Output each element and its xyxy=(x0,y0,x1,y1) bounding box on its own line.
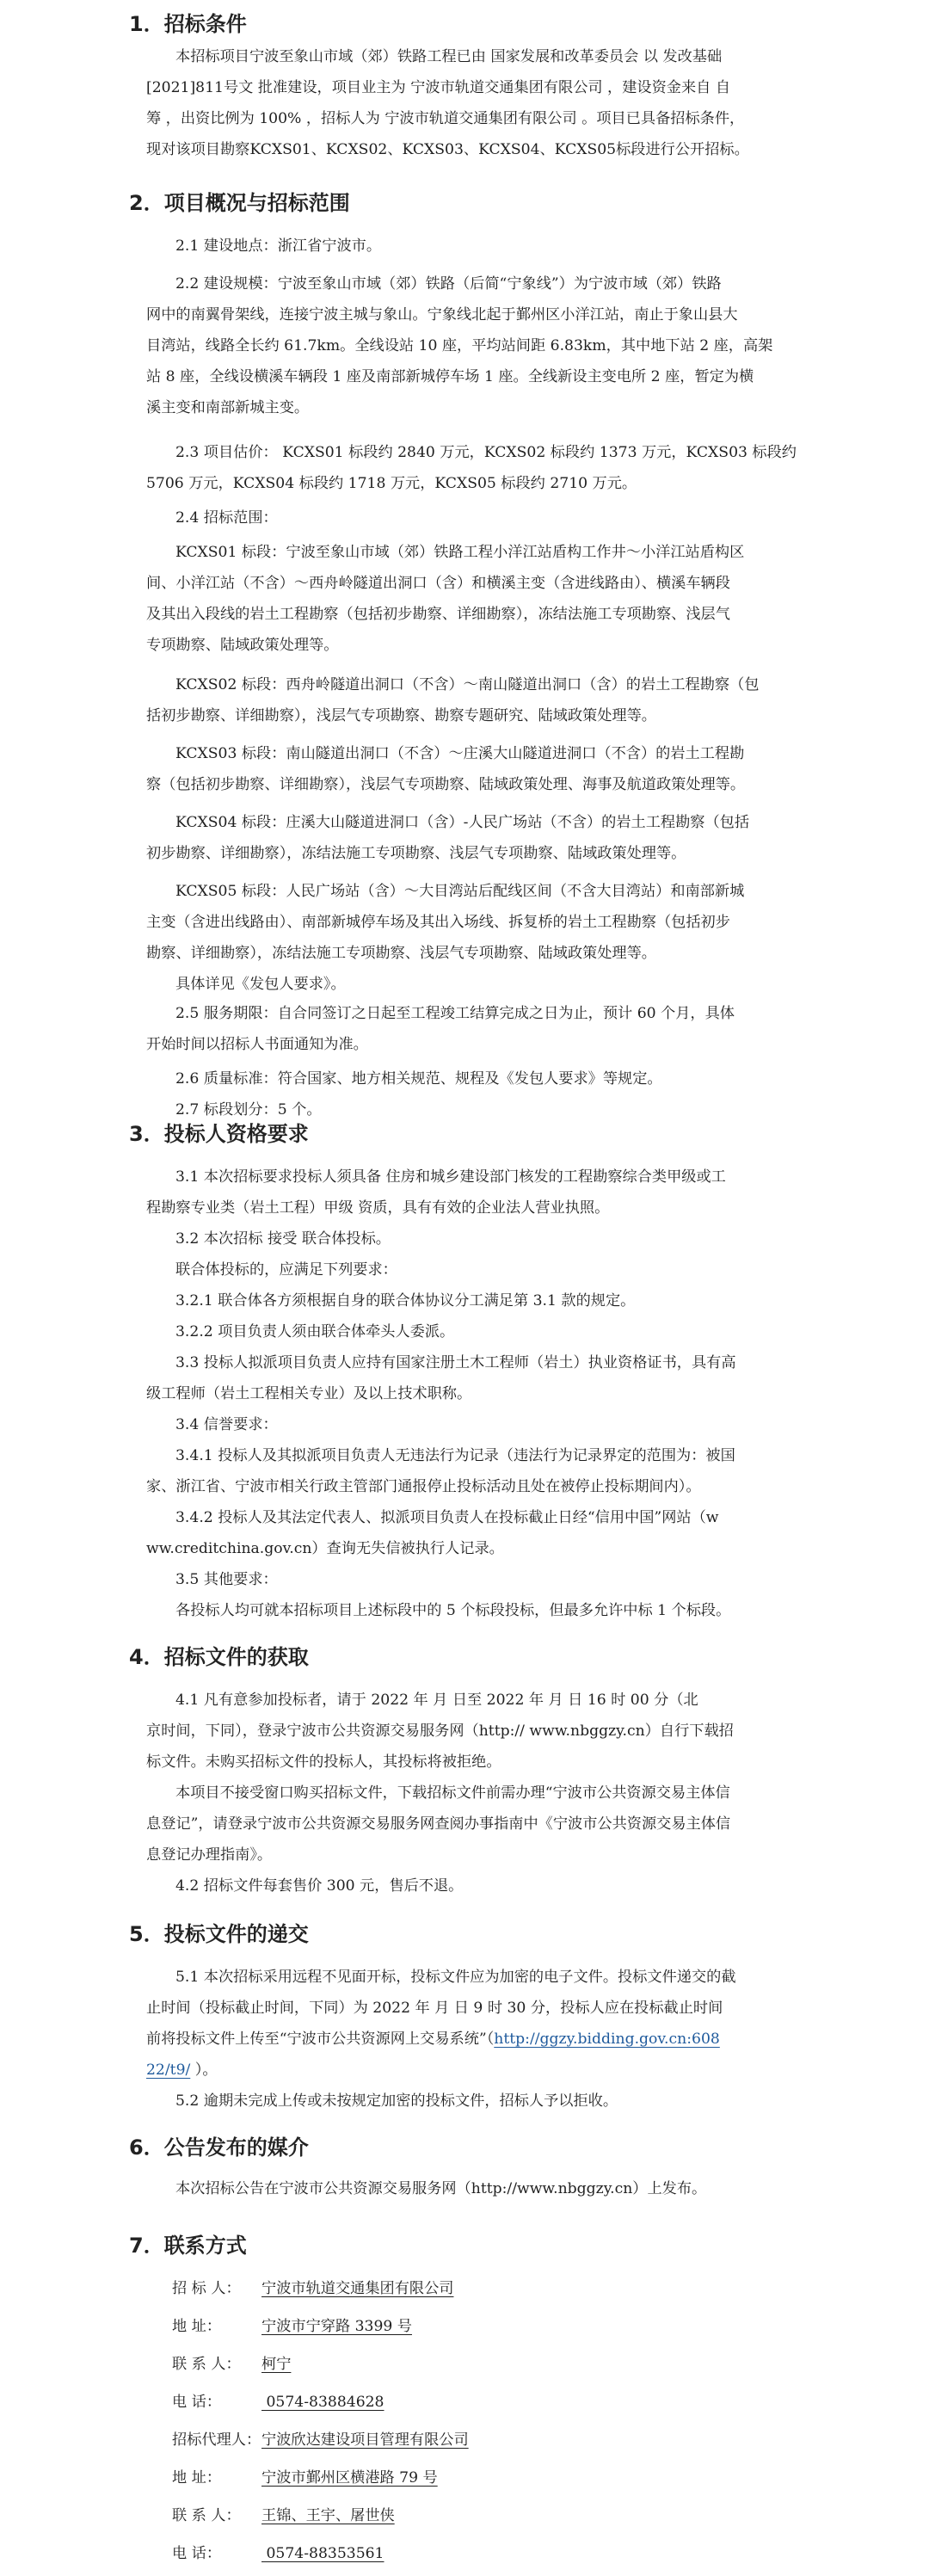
s3-line: 各投标人均可就本招标项目上述标段中的 5 个标段投标，但最多允许中标 1 个标段。 xyxy=(175,1602,731,1619)
s1-line: [2021]811号文 批准建设，项目业主为 宁波市轨道交通集团有限公司 ，建设资金来自 自 xyxy=(146,79,731,96)
kcxs03-scope xyxy=(146,738,790,800)
s2-line: 主变（含进出线路由）、南部新城停车场及其出入场线、拆复桥的岩土工程勘察（包括初步 xyxy=(146,914,730,931)
section-2-1 xyxy=(146,231,790,262)
section-5-body xyxy=(146,1962,790,2117)
s3-line: 3.3 投标人拟派项目负责人应持有国家注册土木工程师（岩土）执业资格证书，具有高 xyxy=(175,1354,736,1371)
s4-line: 息登记”，请登录宁波市公共资源交易服务网查阅办事指南中《宁波市公共资源交易主体信 xyxy=(146,1815,731,1833)
s2-line: 察（包括初步勘察、详细勘察），浅层气专项勘察、陆域政策处理、海事及航道政策处理等。 xyxy=(146,776,746,793)
s5-line: 止时间（投标截止时间，下同）为 2022 年 月 日 9 时 30 分，投标人应在投标截止时间 xyxy=(146,2000,723,2017)
contact-row xyxy=(172,2425,469,2456)
section-4-title: 4．招标文件的获取 xyxy=(129,1645,309,1669)
s1-line: 筹 ，出资比例为 100% ，招标人为 宁波市轨道交通集团有限公司 。项目已具备招标条件， xyxy=(146,110,745,127)
contact-row xyxy=(172,2349,291,2380)
contact-label: 联 系 人： xyxy=(172,2507,241,2524)
s2-line: 2.5 服务期限：自合同签订之日起至工程竣工结算完成之日为止，预计 60 个月，具体 xyxy=(175,1005,735,1022)
s2-line: 2.1 建设地点：浙江省宁波市。 xyxy=(175,237,382,255)
section-2-2 xyxy=(146,268,790,423)
trading-system-link[interactable]: http://ggzy.bidding.gov.cn:608 xyxy=(494,2031,720,2048)
s3-line: 3.4.2 投标人及其法定代表人、拟派项目负责人在投标截止日经“信用中国”网站（w xyxy=(175,1509,719,1526)
contact-label: 地 址： xyxy=(172,2318,222,2335)
kcxs02-scope xyxy=(146,669,790,731)
s2-line: 勘察、详细勘察），冻结法施工专项勘察、浅层气专项勘察、陆域政策处理等。 xyxy=(146,945,656,962)
s3-line: 3.2 本次招标 接受 联合体投标。 xyxy=(175,1230,391,1248)
section-3-title: 3．投标人资格要求 xyxy=(129,1122,309,1146)
contact-label: 招标代理人： xyxy=(172,2431,261,2449)
s2-line: 2.4 招标范围： xyxy=(175,509,278,527)
s3-line: 程勘察专业类（岩土工程）甲级 资质，具有有效的企业法人营业执照。 xyxy=(146,1199,610,1217)
s2-line: 2.7 标段划分：5 个。 xyxy=(175,1101,322,1119)
section-2-3 xyxy=(146,437,797,499)
s2-line: 2.2 建设规模：宁波至象山市域（郊）铁路（后简“宁象线”）为宁波市域（郊）铁路 xyxy=(175,275,722,293)
s4-line: 息登记办理指南》。 xyxy=(146,1846,273,1864)
s2-line: 开始时间以招标人书面通知为准。 xyxy=(146,1036,368,1053)
contact-row xyxy=(172,2273,453,2304)
section-5-title: 5．投标文件的递交 xyxy=(129,1922,309,1946)
kcxs01-scope xyxy=(146,537,790,661)
contact-row xyxy=(172,2387,385,2418)
s2-line: 2.3 项目估价： KCXS01 标段约 2840 万元，KCXS02 标段约 1373 万元，KCXS03 标段约 xyxy=(175,444,797,461)
s2-line: 溪主变和南部新城主变。 xyxy=(146,399,310,416)
section-6-body xyxy=(146,2173,790,2204)
s5-line xyxy=(146,2055,790,2086)
s2-line: 网中的南翼骨架线，连接宁波主城与象山。宁象线北起于鄞州区小洋江站，南止于象山县大 xyxy=(146,306,738,324)
contact-value: 宁波市宁穿路 3399 号 xyxy=(261,2318,412,2335)
s2-line: 初步勘察、详细勘察），冻结法施工专项勘察、浅层气专项勘察、陆域政策处理等。 xyxy=(146,845,686,862)
s2-line: 间、小洋江站（不含）～西舟岭隧道出洞口（含）和横溪主变（含进线路由）、横溪车辆段 xyxy=(146,575,730,592)
s2-line: 专项勘察、陆域政策处理等。 xyxy=(146,637,339,654)
section-1-title: 1．招标条件 xyxy=(129,12,247,36)
s4-line: 4.2 招标文件每套售价 300 元，售后不退。 xyxy=(175,1877,464,1895)
s4-line: 4.1 凡有意参加投标者，请于 2022 年 月 日至 2022 年 月 日 16 时 00 分（北 xyxy=(175,1692,698,1709)
contact-value: 0574-83884628 xyxy=(261,2394,385,2411)
section-2-4 xyxy=(146,502,790,533)
s5-line-text: 前将投标文件上传至“宁波市公共资源网上交易系统”（ xyxy=(146,2031,495,2048)
s2-line: KCXS04 标段：庄溪大山隧道进洞口（含）-人民广场站（不含）的岩土工程勘察（包括 xyxy=(175,814,750,831)
s2-line: 2.6 质量标准：符合国家、地方相关规范、规程及《发包人要求》等规定。 xyxy=(175,1070,662,1088)
s2-line: 括初步勘察、详细勘察），浅层气专项勘察、勘察专题研究、陆域政策处理等。 xyxy=(146,707,656,724)
s3-line: 家、浙江省、宁波市相关行政主管部门通报停止投标活动且处在被停止投标期间内）。 xyxy=(146,1478,701,1495)
s2-line: 目湾站，线路全长约 61.7km。全线设站 10 座，平均站间距 6.83km，其中地下站 2 座，高架 xyxy=(146,337,773,354)
s4-line: 京时间，下同），登录宁波市公共资源交易服务网（http:// www.nbggzy.cn）自行下载招 xyxy=(146,1722,734,1740)
section-7-title: 7．联系方式 xyxy=(129,2234,247,2258)
s1-line: 本招标项目宁波至象山市域（郊）铁路工程已由 国家发展和改革委员会 以 发改基础 xyxy=(175,48,723,65)
s2-line: KCXS01 标段：宁波至象山市域（郊）铁路工程小洋江站盾构工作井～小洋江站盾构区 xyxy=(175,544,745,561)
section-4-body xyxy=(146,1685,790,1901)
s2-line: 及其出入段线的岩土工程勘察（包括初步勘察、详细勘察），冻结法施工专项勘察、浅层气 xyxy=(146,606,730,623)
s3-line: 3.1 本次招标要求投标人须具备 住房和城乡建设部门核发的工程勘察综合类甲级或工 xyxy=(175,1168,726,1186)
s6-line: 本次招标公告在宁波市公共资源交易服务网（http://www.nbggzy.cn）上发布。 xyxy=(175,2180,707,2197)
kcxs04-scope xyxy=(146,807,790,869)
trading-system-link-cont[interactable]: 22/t9/ xyxy=(146,2061,191,2079)
s5-line: 5.2 逾期未完成上传或未按规定加密的投标文件，招标人予以拒收。 xyxy=(175,2092,618,2110)
section-2-5 xyxy=(146,998,790,1060)
section-2-title: 2．项目概况与招标范围 xyxy=(129,191,350,215)
s2-line: KCXS05 标段：人民广场站（含）～大目湾站后配线区间（不含大目湾站）和南部新城 xyxy=(175,883,745,900)
contact-value: 0574-88353561 xyxy=(261,2545,385,2562)
s3-line: 3.5 其他要求： xyxy=(175,1571,278,1588)
s2-line: 站 8 座，全线设横溪车辆段 1 座及南部新城停车场 1 座。全线新设主变电所 2 座，暂定为横 xyxy=(146,368,754,385)
contact-label: 电 话： xyxy=(172,2394,222,2411)
contact-label: 地 址： xyxy=(172,2469,222,2487)
s4-line: 标文件。未购买招标文件的投标人，其投标将被拒绝。 xyxy=(146,1753,501,1771)
contact-value: 柯宁 xyxy=(261,2356,292,2373)
kcxs05-scope xyxy=(146,876,790,1000)
s5-line xyxy=(146,2024,790,2055)
s3-line: 3.4.1 投标人及其拟派项目负责人无违法行为记录（违法行为记录界定的范围为：被国 xyxy=(175,1447,735,1464)
contact-row xyxy=(172,2538,385,2569)
contact-value: 宁波市轨道交通集团有限公司 xyxy=(261,2280,454,2297)
contact-label: 联 系 人： xyxy=(172,2356,241,2373)
s3-line: 级工程师（岩土工程相关专业）及以上技术职称。 xyxy=(146,1385,472,1402)
contact-value: 王锦、王宇、屠世侠 xyxy=(261,2507,395,2524)
section-6-title: 6．公告发布的媒介 xyxy=(129,2135,309,2160)
s5-line: 5.1 本次招标采用远程不见面开标，投标文件应为加密的电子文件。投标文件递交的截 xyxy=(175,1969,736,1986)
contact-label: 招 标 人： xyxy=(172,2280,241,2297)
s3-line: ww.creditchina.gov.cn）查询无失信被执行人记录。 xyxy=(146,1540,504,1557)
s3-line: 联合体投标的，应满足下列要求： xyxy=(175,1261,397,1279)
s2-line: KCXS02 标段：西舟岭隧道出洞口（不含）～南山隧道出洞口（含）的岩土工程勘察（包 xyxy=(175,676,760,693)
s2-line: KCXS03 标段：南山隧道出洞口（不含）～庄溪大山隧道进洞口（不含）的岩土工程勘 xyxy=(175,745,745,762)
s2-line: 具体详见《发包人要求》。 xyxy=(175,976,346,993)
s3-line: 3.2.2 项目负责人须由联合体牵头人委派。 xyxy=(175,1323,455,1340)
contact-row xyxy=(172,2500,395,2531)
contact-row xyxy=(172,2462,438,2493)
s2-line: 5706 万元，KCXS04 标段约 1718 万元，KCXS05 标段约 2710 万元。 xyxy=(146,475,637,492)
contact-row xyxy=(172,2311,412,2342)
contact-value: 宁波市鄞州区横港路 79 号 xyxy=(261,2469,438,2487)
s3-line: 3.4 信誉要求： xyxy=(175,1416,278,1433)
contact-value: 宁波欣达建设项目管理有限公司 xyxy=(261,2431,469,2449)
section-1-body xyxy=(146,41,790,165)
s1-line: 现对该项目勘察KCXS01、KCXS02、KCXS03、KCXS04、KCXS05标段进行公开招标。 xyxy=(146,141,749,158)
contact-label: 电 话： xyxy=(172,2545,222,2562)
s5-line-tail: ）。 xyxy=(190,2061,218,2079)
s4-line: 本项目不接受窗口购买招标文件，下载招标文件前需办理“宁波市公共资源交易主体信 xyxy=(175,1784,730,1802)
section-3-1 xyxy=(146,1162,790,1626)
s3-line: 3.2.1 联合体各方须根据自身的联合体协议分工满足第 3.1 款的规定。 xyxy=(175,1292,636,1310)
